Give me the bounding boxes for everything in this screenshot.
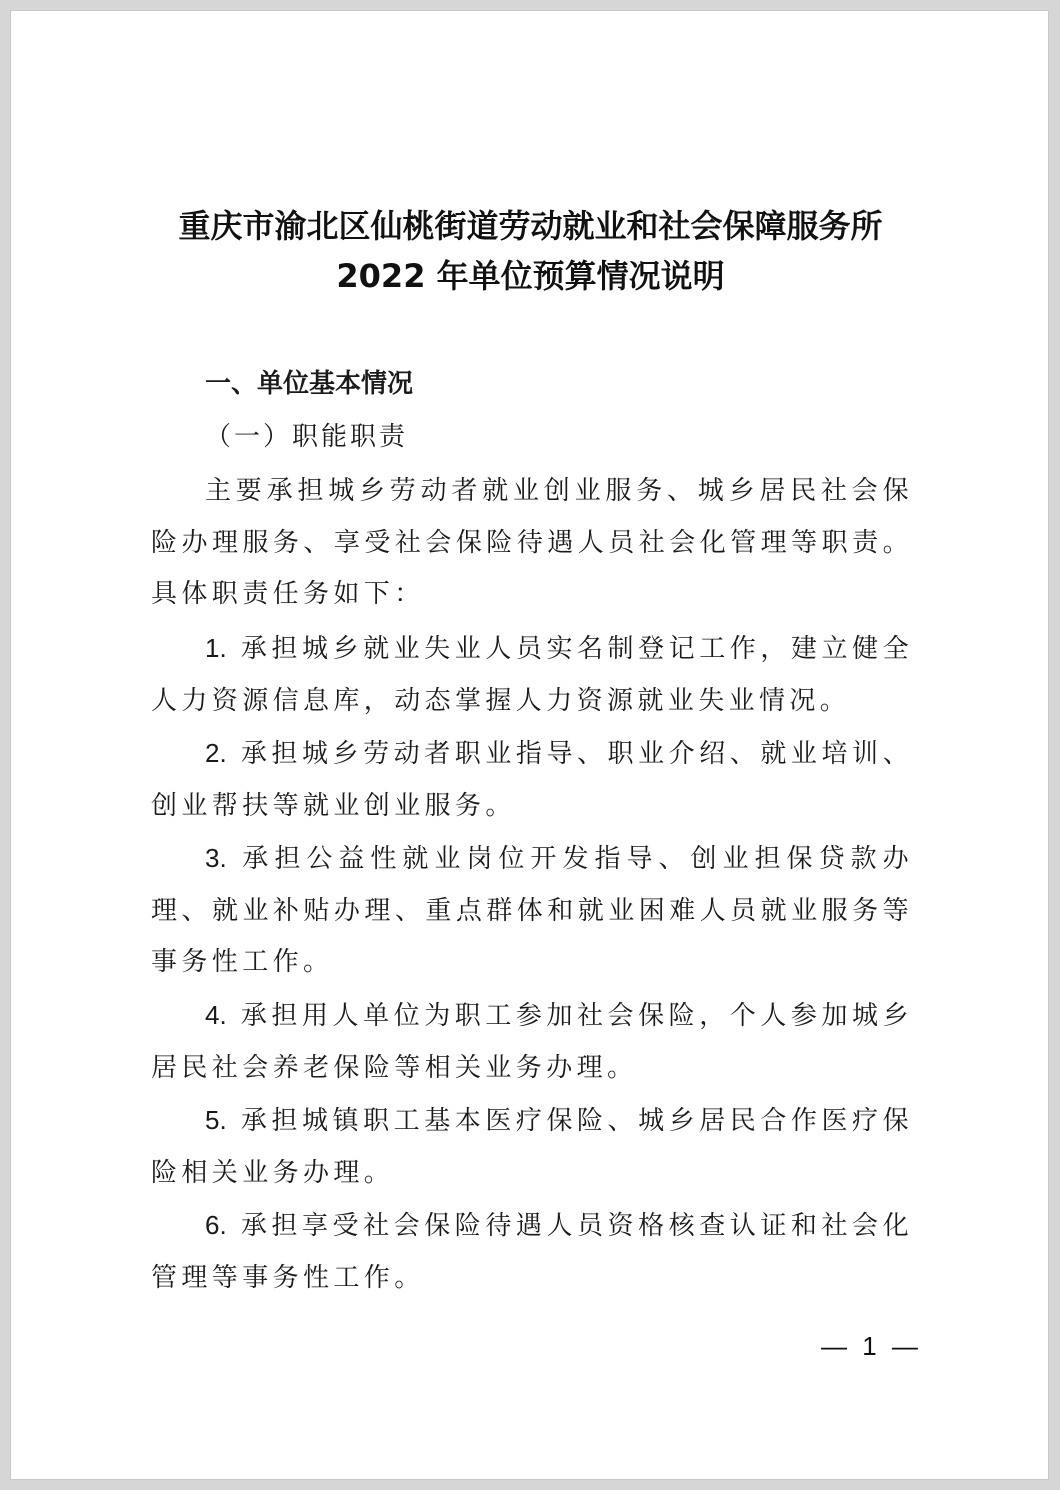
list-item-text: 承担城乡劳动者职业指导、职业介绍、就业培训、创业帮扶等就业创业服务。 (151, 739, 913, 821)
list-item-number: 1. (205, 633, 227, 663)
subsection-heading: （一）职能职责 (205, 422, 409, 452)
list-item-number: 2. (205, 738, 227, 768)
list-item-text: 承担公益性就业岗位开发指导、创业担保贷款办理、就业补贴办理、重点群体和就业困难人员就业服务等事务性工作。 (151, 844, 913, 977)
list-item-text: 承担城乡就业失业人员实名制登记工作，建立健全人力资源信息库，动态掌握人力资源就业失业情况。 (151, 634, 913, 716)
list-item (151, 833, 913, 989)
list-item (151, 990, 913, 1094)
intro-paragraph: 主要承担城乡劳动者就业创业服务、城乡居民社会保险办理服务、享受社会保险待遇人员社会化管理等职责。具体职责任务如下： (151, 476, 913, 609)
list-item (151, 728, 913, 832)
list-item-number: 4. (205, 1000, 227, 1030)
list-item-text: 承担享受社会保险待遇人员资格核查认证和社会化管理等事务性工作。 (151, 1211, 913, 1293)
list-item-text: 承担用人单位为职工参加社会保险，个人参加城乡居民社会养老保险等相关业务办理。 (151, 1001, 913, 1083)
list-item-number: 6. (205, 1210, 227, 1240)
list-item-text: 承担城镇职工基本医疗保险、城乡居民合作医疗保险相关业务办理。 (151, 1106, 913, 1188)
list-item-number: 5. (205, 1105, 227, 1135)
list-item (151, 1095, 913, 1199)
section-heading: 一、单位基本情况 (205, 369, 414, 399)
page-number: — 1 — (821, 1331, 922, 1361)
list-item-number: 3. (205, 843, 227, 873)
document-title-line-1: 重庆市渝北区仙桃街道劳动就业和社会保障服务所 (178, 207, 883, 245)
document-title-line-2: 2022 年单位预算情况说明 (336, 257, 725, 295)
list-item (151, 1200, 913, 1304)
list-item (151, 623, 913, 727)
document-page (10, 10, 1049, 1480)
